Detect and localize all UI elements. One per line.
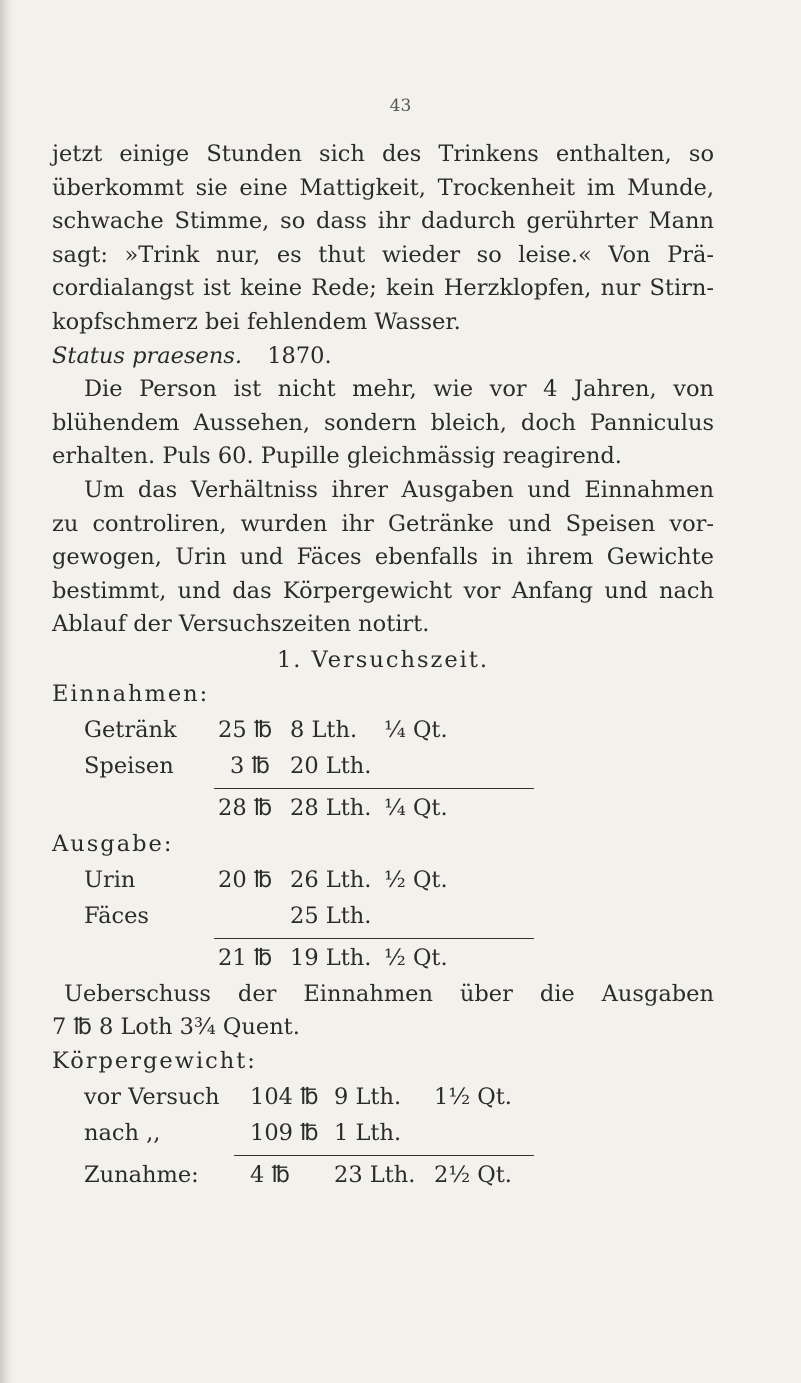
row-name: Speisen — [84, 752, 174, 779]
row-qt: 1½ Qt. — [434, 1083, 512, 1110]
text-line: jetzt einige Stunden sich des Trinkens enthalten, so — [52, 141, 714, 167]
text-line: blühendem Aussehen, sondern bleich, doch Panniculus — [52, 409, 714, 436]
table-total-row — [52, 792, 714, 828]
table-row — [52, 864, 714, 900]
total-qt: ¼ Qt. — [384, 794, 448, 821]
row-pfund: 25 ℔ — [218, 716, 273, 743]
einnahmen-label-row — [52, 678, 714, 714]
row-name: Getränk — [84, 716, 177, 743]
intake-output-table — [52, 678, 714, 978]
body-text — [52, 138, 714, 1195]
table-row — [52, 1081, 714, 1117]
row-pfund: 4 ℔ — [250, 1161, 290, 1188]
koerpergewicht-label-row — [52, 1045, 714, 1081]
koerpergewicht-label: Körpergewicht: — [52, 1047, 257, 1074]
row-name: Urin — [84, 866, 136, 893]
row-lth: 26 Lth. — [290, 866, 372, 893]
table-total-row — [52, 942, 714, 978]
total-qt: ½ Qt. — [384, 944, 448, 971]
row-pfund: 20 ℔ — [218, 866, 273, 893]
sum-rule — [234, 1155, 534, 1156]
row-qt: ¼ Qt. — [384, 716, 448, 743]
row-lth: 20 Lth. — [290, 752, 372, 779]
status-heading: Status praesens. — [52, 342, 243, 369]
row-pfund: 109 ℔ — [250, 1119, 319, 1146]
text-line: cordialangst ist keine Rede; kein Herzklopfen, nur Stirn- — [52, 275, 714, 302]
row-qt: 2½ Qt. — [434, 1161, 512, 1188]
text-line: Um das Verhältniss ihrer Ausgaben und Einnahmen — [84, 476, 714, 503]
row-lth: 1 Lth. — [334, 1119, 402, 1146]
total-pfund: 28 ℔ — [218, 794, 273, 821]
text-line: sagt: »Trink nur, es thut wieder so leise.« Von Prä- — [52, 241, 714, 268]
sum-rule — [214, 788, 534, 789]
row-name: Fäces — [84, 902, 149, 929]
row-pfund: 3 ℔ — [230, 752, 270, 779]
text-line: schwache Stimme, so dass ihr dadurch gerührter Mann — [52, 208, 714, 235]
status-year: 1870. — [267, 342, 332, 369]
table-row — [52, 750, 714, 786]
row-name: vor Versuch — [84, 1083, 220, 1110]
text-line: Die Person ist nicht mehr, wie vor 4 Jahren, von — [84, 376, 714, 403]
row-pfund: 104 ℔ — [250, 1083, 319, 1110]
row-qt: ½ Qt. — [384, 866, 448, 893]
text-line: überkommt sie eine Mattigkeit, Trockenheit im Munde, — [52, 174, 714, 201]
total-pfund: 21 ℔ — [218, 944, 273, 971]
einnahmen-label: Einnahmen: — [52, 680, 210, 707]
body-weight-table — [52, 1045, 714, 1195]
text-line: 7 ℔ 8 Loth 3¾ Quent. — [52, 1014, 300, 1041]
row-lth: 8 Lth. — [290, 716, 358, 743]
page-number: 43 — [389, 96, 412, 116]
table-row — [52, 714, 714, 750]
status-heading-line — [52, 340, 714, 374]
table-row — [52, 1117, 714, 1153]
text-line: Ueberschuss der Einnahmen über die Ausgaben — [64, 980, 714, 1007]
text-line: zu controliren, wurden ihr Getränke und Speisen vor- — [52, 510, 714, 537]
row-name: nach ,, — [84, 1119, 161, 1146]
text-line: kopfschmerz bei fehlendem Wasser. — [52, 308, 461, 335]
table-row — [52, 900, 714, 936]
row-lth: 23 Lth. — [334, 1161, 416, 1188]
section-title: 1. Versuchszeit. — [276, 646, 490, 673]
row-lth: 9 Lth. — [334, 1083, 402, 1110]
row-lth: 25 Lth. — [290, 902, 372, 929]
text-line: Ablauf der Versuchszeiten notirt. — [52, 611, 430, 638]
total-lth: 19 Lth. — [290, 944, 372, 971]
zunahme-row — [52, 1159, 714, 1195]
text-line: gewogen, Urin und Fäces ebenfalls in ihrem Gewichte — [52, 544, 714, 571]
text-line: erhalten. Puls 60. Pupille gleichmässig reagirend. — [52, 443, 622, 470]
ausgabe-label-row — [52, 828, 714, 864]
row-name: Zunahme: — [84, 1161, 199, 1188]
sum-rule — [214, 938, 534, 939]
text-line: bestimmt, und das Körpergewicht vor Anfang und nach — [52, 577, 714, 604]
total-lth: 28 Lth. — [290, 794, 372, 821]
ausgabe-label: Ausgabe: — [52, 830, 174, 857]
